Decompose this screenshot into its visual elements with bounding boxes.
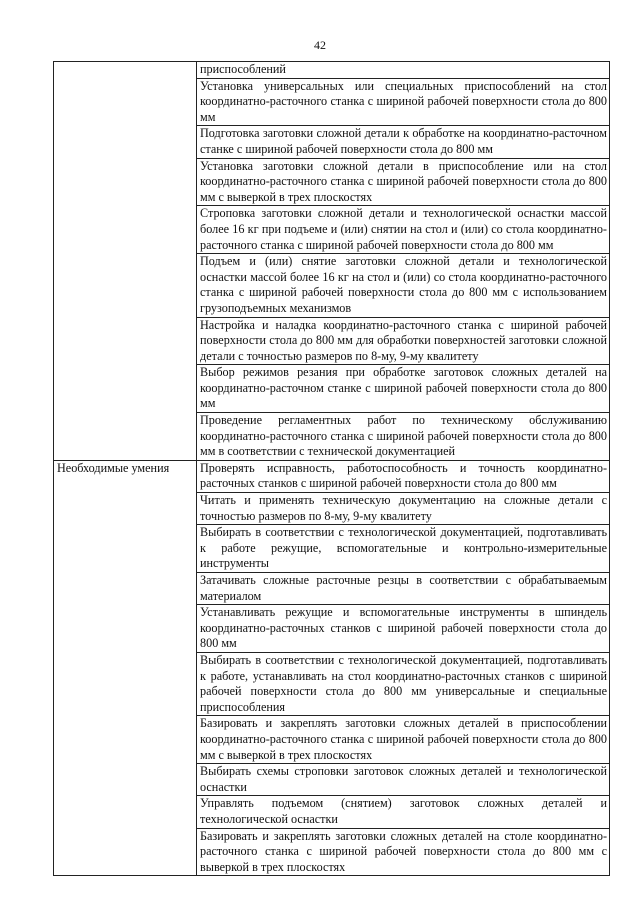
table-cell: Читать и применять техническую документацию на сложные детали с точностью размеров по 8-му, 9-му квалитету xyxy=(197,493,610,525)
table-row xyxy=(54,62,610,79)
table-cell: Выбирать схемы строповки заготовок сложных деталей и технологической оснастки xyxy=(197,764,610,796)
table-cell: Базировать и закреплять заготовки сложных деталей в приспособлении координатно-расточного станка с шириной рабочей поверхности стола до 800 мм с выверкой в трех плоскостях xyxy=(197,716,610,764)
table-cell: Настройка и наладка координатно-расточного станка с шириной рабочей поверхности стола до 800 мм для обработки поверхностей заготовки сложной детали с точностью размеров по 8-му, 9-му квалитету xyxy=(197,317,610,365)
empty-label-cell xyxy=(54,62,197,461)
page-number: 42 xyxy=(314,38,326,52)
table-cell: Выбирать в соответствии с технологической документацией, подготавливать к работе, устанавливать на стол координатно-расточных станков с шириной рабочей поверхности стола до 800 мм универсальные и специальные приспособления xyxy=(197,652,610,715)
table-cell: Проверять исправность, работоспособность и точность координатно-расточных станков с шириной рабочей поверхности стола до 800 мм xyxy=(197,460,610,492)
table-cell: Выбор режимов резания при обработке заготовок сложных деталей на координатно-расточном станке с шириной рабочей поверхности стола до 800 мм xyxy=(197,365,610,413)
table-cell: Управлять подъемом (снятием) заготовок сложных деталей и технологической оснастки xyxy=(197,796,610,828)
table-cell: Подготовка заготовки сложной детали к обработке на координатно-расточном станке с шириной рабочей поверхности стола до 800 мм xyxy=(197,126,610,158)
table-cell: Базировать и закреплять заготовки сложных деталей на столе координатно-расточного станка с шириной рабочей поверхности стола до 800 мм с выверкой в трех плоскостях xyxy=(197,828,610,876)
table-row xyxy=(54,460,610,492)
table-cell: Подъем и (или) снятие заготовки сложной детали и технологической оснастки массой более 16 кг на стол и (или) со стола координатно-расточного станка с шириной рабочей поверхности стола до 800 мм с использованием грузоподъемных механизмов xyxy=(197,254,610,317)
section-label: Необходимые умения xyxy=(54,460,197,875)
table-cell: Выбирать в соответствии с технологической документацией, подготавливать к работе режущие, вспомогательные и контрольно-измерительные инструменты xyxy=(197,525,610,573)
requirements-table xyxy=(53,61,610,876)
table-cell: Установка универсальных или специальных приспособлений на стол координатно-расточного станка с шириной рабочей поверхности стола до 800 мм xyxy=(197,78,610,126)
table-cell: Проведение регламентных работ по техническому обслуживанию координатно-расточного станка с шириной рабочей поверхности стола до 800 мм в соответствии с технической документацией xyxy=(197,413,610,461)
table-cell: Затачивать сложные расточные резцы в соответствии с обрабатываемым материалом xyxy=(197,573,610,605)
table-cell: Устанавливать режущие и вспомогательные инструменты в шпиндель координатно-расточных станков с шириной рабочей поверхности стола до 800 мм xyxy=(197,605,610,653)
table-cell: Установка заготовки сложной детали в приспособление или на стол координатно-расточного станка с шириной рабочей поверхности стола до 800 мм с выверкой в трех плоскостях xyxy=(197,158,610,206)
table-cell: приспособлений xyxy=(197,62,610,79)
table-cell: Строповка заготовки сложной детали и технологической оснастки массой более 16 кг при подъеме и (или) снятии на стол и (или) со стола координатно-расточного станка с шириной рабочей поверхности стола до 800 мм xyxy=(197,206,610,254)
